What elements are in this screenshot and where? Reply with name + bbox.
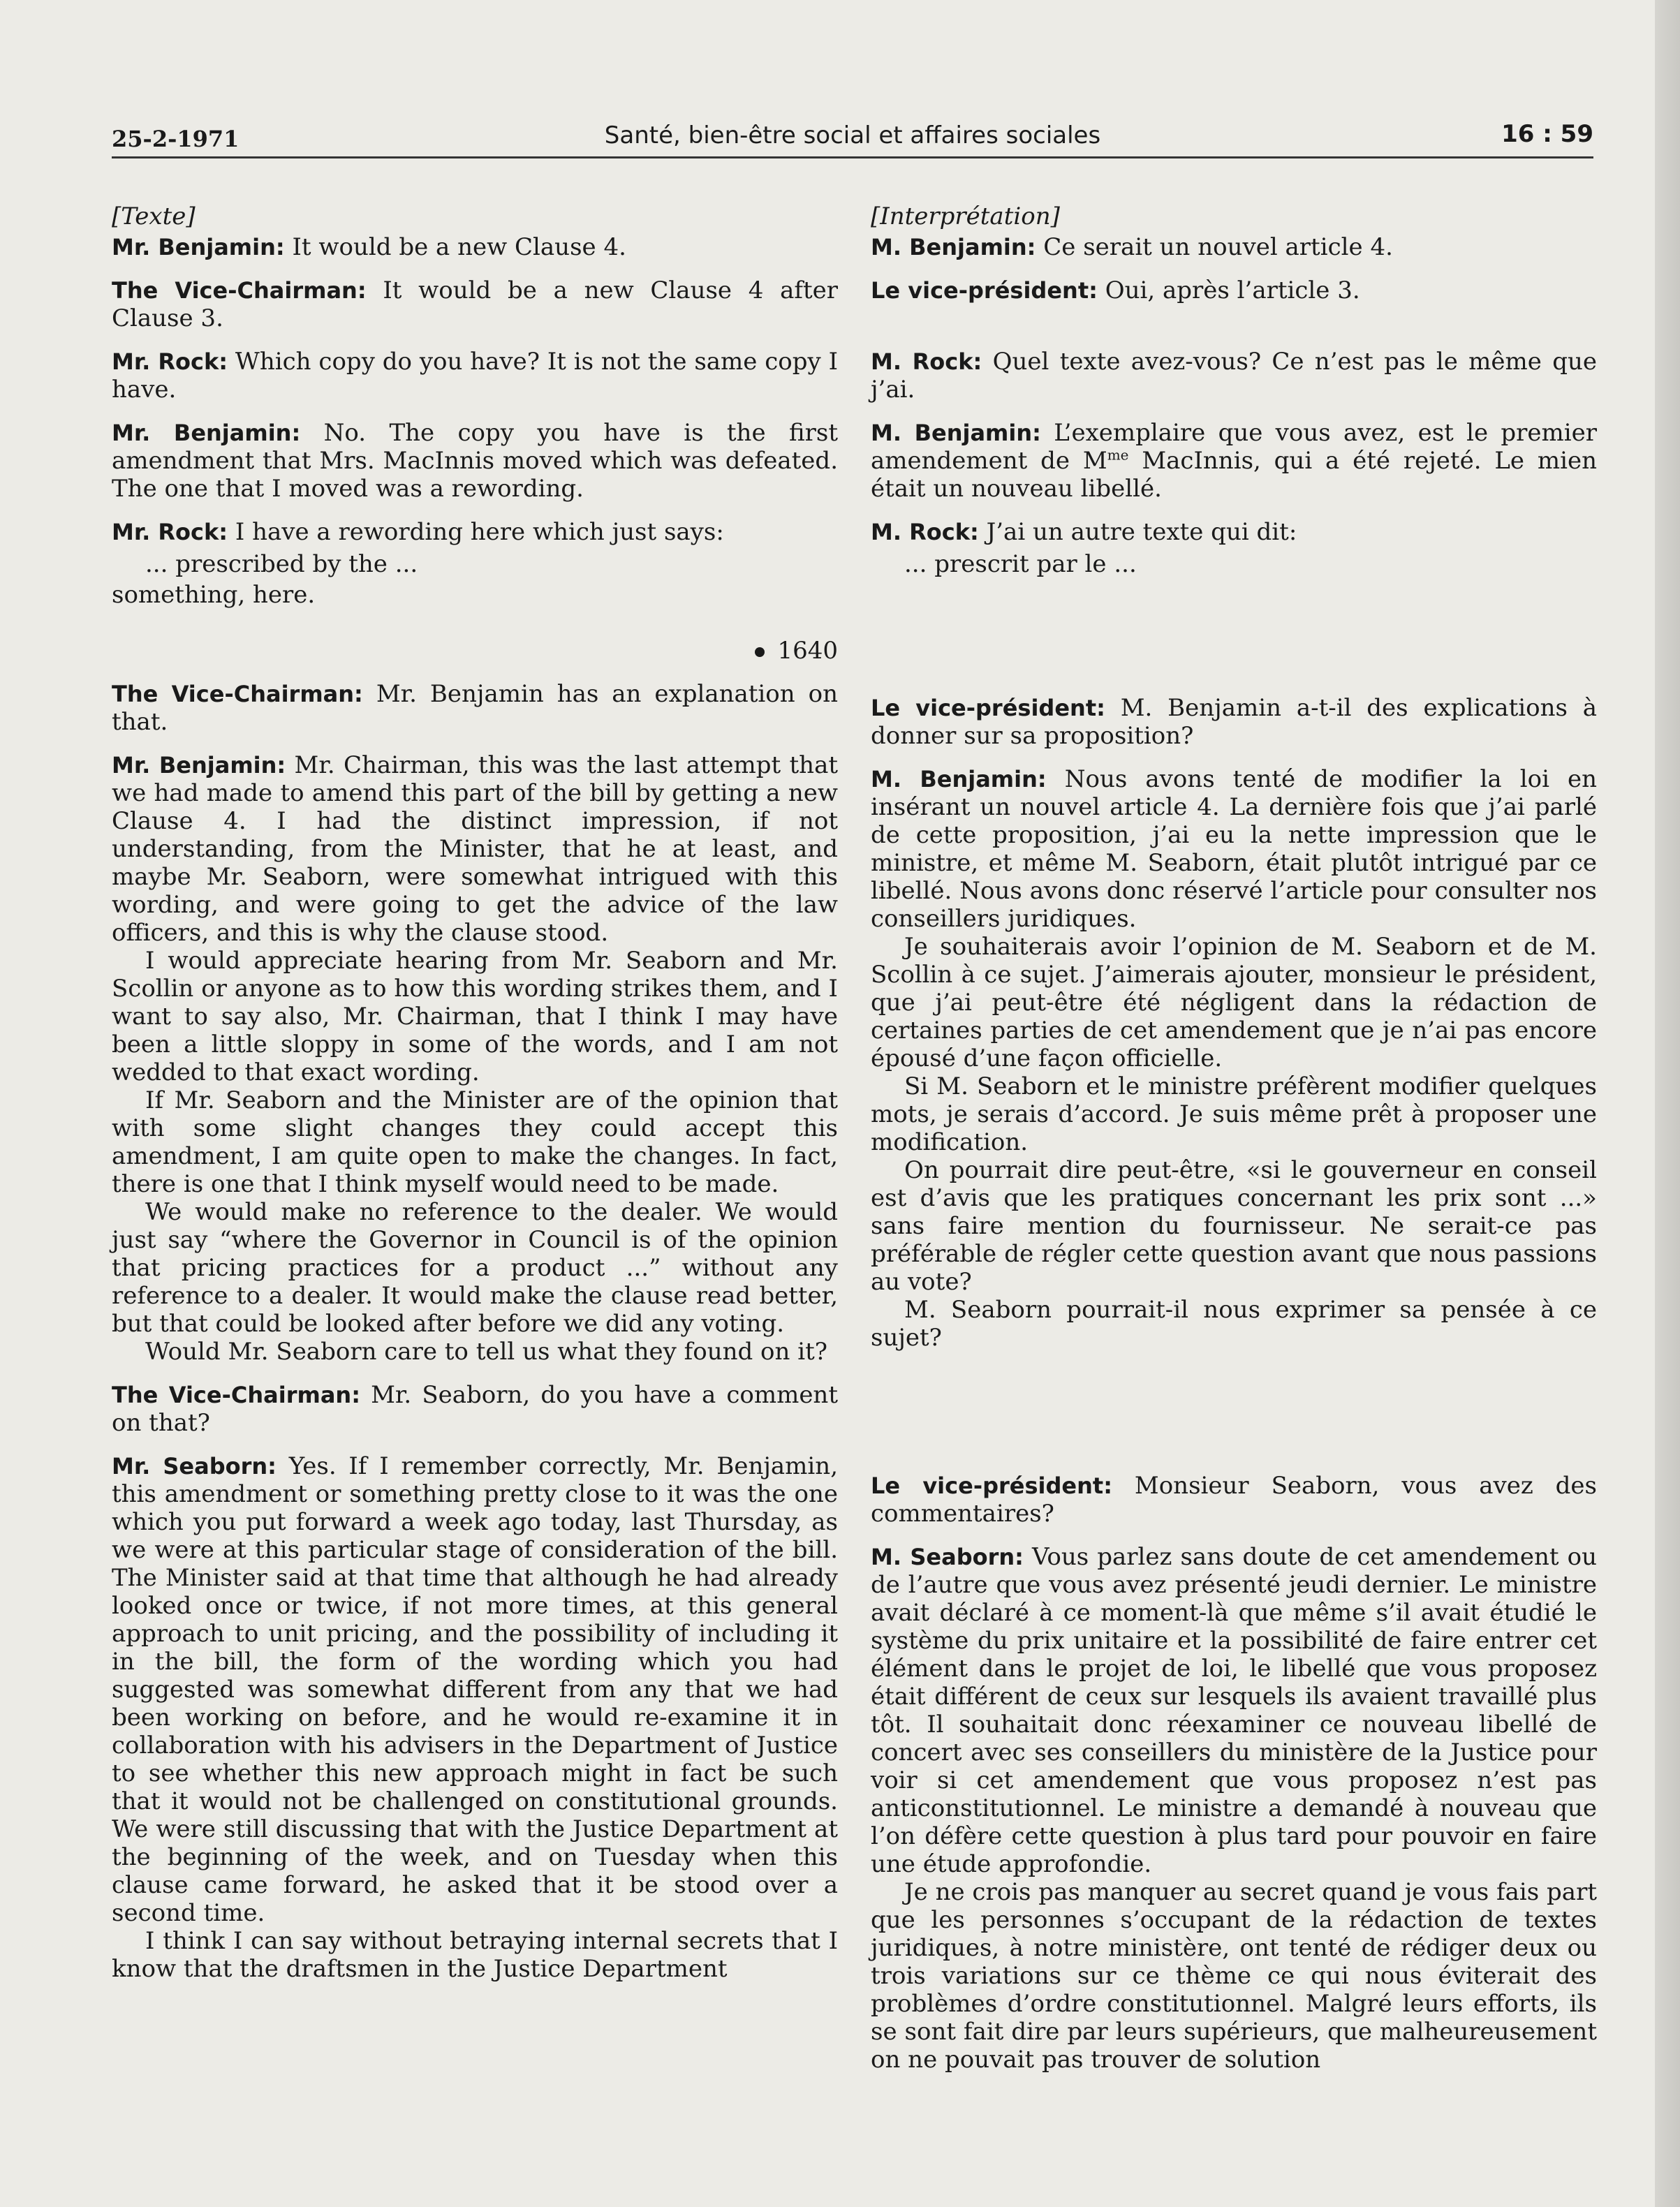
speech: It would be a new Clause 4. (284, 233, 626, 261)
spacer (871, 1352, 1597, 1456)
speech: I have a rewording here which just says: (228, 518, 724, 546)
quotation: ... prescrit par le ... (904, 550, 1137, 578)
paragraph: Would Mr. Seaborn care to tell us what they found on it? (145, 1338, 828, 1366)
speech: Ce serait un nouvel article 4. (1036, 233, 1393, 261)
paragraph (112, 276, 838, 332)
paragraph (112, 348, 838, 404)
french-column (871, 202, 1597, 2074)
paragraph (871, 348, 1597, 404)
speech: It would be a new Clause 4 after Clause 3. (112, 276, 839, 332)
speech: Which copy do you have? It is not the same copy I have. (112, 348, 839, 404)
english-column (112, 202, 838, 1983)
speech: Mr. Seaborn, do you have a comment on that? (112, 1381, 838, 1437)
paragraph: I think I can say without betraying internal secrets that I know that the draftsmen in the Justice Department (112, 1927, 838, 1983)
paragraph (871, 276, 1597, 304)
paragraph (112, 1452, 838, 1927)
speaker: Mr. Seaborn: (112, 1453, 277, 1479)
column-label: [Interprétation] (871, 202, 1060, 230)
header-date: 25-2-1971 (112, 126, 240, 152)
speech: Oui, après l’article 3. (1097, 276, 1360, 304)
paragraph: Je souhaiterais avoir l’opinion de M. Seaborn et de M. Scollin à ce sujet. J’aimerais ajouter, monsieur le président, que j’ai peut-être été négligent dans la rédaction de certaines parties de cet amendement que je n’ai pas encore épousé d’une façon officielle. (871, 933, 1597, 1072)
page-edge (1655, 0, 1680, 2207)
speech-b: MacInnis, qui a été rejeté. Le mien était un nouveau libellé. (871, 447, 1597, 503)
speaker: M. Rock: (871, 519, 979, 545)
speech-a: L’exemplaire que vous avez, est le premier amendement de M (871, 419, 1597, 475)
speech: No. The copy you have is the first amendment that Mrs. MacInnis moved which was defeated. The one that I moved was a rewording. (112, 419, 838, 503)
timestamp-value: 1640 (777, 637, 838, 665)
speech: M. Benjamin a-t-il des explications à donner sur sa proposition? (871, 694, 1598, 750)
speech: Monsieur Seaborn, vous avez des commentaires? (871, 1472, 1598, 1528)
paragraph (871, 518, 1597, 546)
paragraph: M. Seaborn pourrait-il nous exprimer sa pensée à ce sujet? (871, 1296, 1597, 1352)
paragraph (112, 518, 838, 546)
paragraph (112, 233, 838, 261)
speaker: Mr. Benjamin: (112, 752, 286, 778)
page-header (112, 117, 1593, 156)
speaker: The Vice-Chairman: (112, 1382, 360, 1408)
speaker: M. Rock: (871, 348, 982, 375)
speaker: Le vice-président: (871, 695, 1105, 721)
speech: Nous avons tenté de modifier la loi en insérant un nouvel article 4. La dernière fois que j’ai parlé de cette proposition, j’ai eu la nette impression que le ministre, et même M. Seaborn, était plutôt intrigué par ce libellé. Nous avons donc réservé l’article pour consulter nos conseillers juridiques. (871, 765, 1598, 933)
speech: Mr. Benjamin has an explanation on that. (112, 680, 838, 736)
paragraph (871, 765, 1597, 933)
header-rule (112, 156, 1593, 158)
bullet-icon (755, 647, 765, 657)
column-label: [Texte] (112, 202, 196, 230)
paragraph: We would make no reference to the dealer. We would just say “where the Governor in Council is of the opinion that pricing practices for a product ...” without any reference to a dealer. It would make the clause read better, but that could be looked after before we did any voting. (112, 1198, 838, 1338)
speaker: M. Benjamin: (871, 234, 1036, 260)
paragraph (112, 680, 838, 736)
superscript: me (1107, 446, 1129, 464)
speech: Vous parlez sans doute de cet amendement ou de l’autre que vous avez présenté jeudi dernier. Le ministre avait déclaré à ce moment-là que même s’il avait étudié le système du prix unitaire et la possibilité de faire entrer cet élément dans le projet de loi, le libellé que vous proposez était différent de ceux sur lesquels ils avaient travaillé plus tôt. Il souhaitait donc réexaminer ce nouveau libellé de concert avec ses conseillers du ministère de la Justice pour voir si cet amendement que vous proposez n’est pas anticonstitutionnel. Le ministre a demandé à nouveau que l’on défère cette question à plus tard pour pouvoir en faire une étude approfondie. (871, 1543, 1597, 1878)
paragraph: Si M. Seaborn et le ministre préfèrent modifier quelques mots, je serais d’accord. Je suis même prêt à proposer une modification. (871, 1072, 1597, 1156)
timestamp (112, 637, 838, 665)
paragraph (871, 1472, 1597, 1528)
header-title: Santé, bien-être social et affaires sociales (604, 121, 1101, 149)
paragraph-continuation: something, here. (112, 581, 316, 609)
speech: Quel texte avez-vous? Ce n’est pas le même que j’ai. (871, 348, 1598, 404)
paragraph: If Mr. Seaborn and the Minister are of the opinion that with some slight changes they could accept this amendment, I am quite open to make the changes. In fact, there is one that I think myself would need to be made. (112, 1086, 838, 1198)
speaker: Le vice-président: (871, 277, 1098, 304)
quotation: ... prescribed by the ... (145, 550, 418, 578)
speaker: Le vice-président: (871, 1472, 1112, 1499)
speech: J’ai un autre texte qui dit: (978, 518, 1297, 546)
speaker: Mr. Benjamin: (112, 234, 285, 260)
spacer (871, 581, 1597, 679)
speaker: The Vice-Chairman: (112, 277, 367, 304)
paragraph: On pourrait dire peut-être, «si le gouverneur en conseil est d’avis que les pratiques concernant les prix sont ...» sans faire mention du fournisseur. Ne serait-ce pas préférable de régler cette question avant que nous passions au vote? (871, 1156, 1597, 1296)
speech: Mr. Chairman, this was the last attempt that we had made to amend this part of the bill by getting a new Clause 4. I had the distinct impression, if not understanding, from the Minister, that he at least, and maybe Mr. Seaborn, were somewhat intrigued with this wording, and were going to get the advice of the law officers, and this is why the clause stood. (112, 751, 839, 947)
paragraph (871, 419, 1597, 503)
paragraph (112, 419, 838, 503)
paragraph: Je ne crois pas manquer au secret quand je vous fais part que les personnes s’occupant de la rédaction de textes juridiques, à notre ministère, ont tenté de rédiger deux ou trois variations sur ce thème ce qui nous éviterait des problèmes d’ordre constitutionnel. Malgré leurs efforts, ils se sont fait dire par leurs supérieurs, que malheureusement on ne pouvait pas trouver de solution (871, 1878, 1597, 2074)
speaker: Mr. Rock: (112, 348, 228, 375)
speaker: M. Benjamin: (871, 420, 1041, 446)
paragraph (871, 694, 1597, 750)
speaker: Mr. Rock: (112, 519, 228, 545)
paragraph (112, 751, 838, 947)
speaker: Mr. Benjamin: (112, 420, 301, 446)
speaker: The Vice-Chairman: (112, 681, 363, 707)
header-page-number: 16 : 59 (1501, 120, 1593, 148)
paragraph: I would appreciate hearing from Mr. Seaborn and Mr. Scollin or anyone as to how this wording strikes them, and I want to say also, Mr. Chairman, that I think I may have been a little sloppy in some of the words, and I am not wedded to that exact wording. (112, 947, 838, 1086)
speaker: M. Seaborn: (871, 1544, 1024, 1570)
speech: Yes. If I remember correctly, Mr. Benjamin, this amendment or something pretty close to it was the one which you put forward a week ago today, last Thursday, as we were at this particular stage of consideration of the bill. The Minister said at that time that although he had already looked once or twice, if not more times, at this general approach to unit pricing, and the possibility of including it in the bill, the form of the wording which you had suggested was somewhat different from any that we had been working on before, and he would re-examine it in collaboration with his advisers in the Department of Justice to see whether this new approach might in fact be such that it would not be challenged on constitutional grounds. We were still discussing that with the Justice Department at the beginning of the week, and on Tuesday when this clause came forward, he asked that it be stood over a second time. (112, 1452, 838, 1927)
paragraph (871, 1543, 1597, 1878)
paragraph (112, 1381, 838, 1437)
paragraph (871, 233, 1597, 261)
speaker: M. Benjamin: (871, 766, 1047, 792)
